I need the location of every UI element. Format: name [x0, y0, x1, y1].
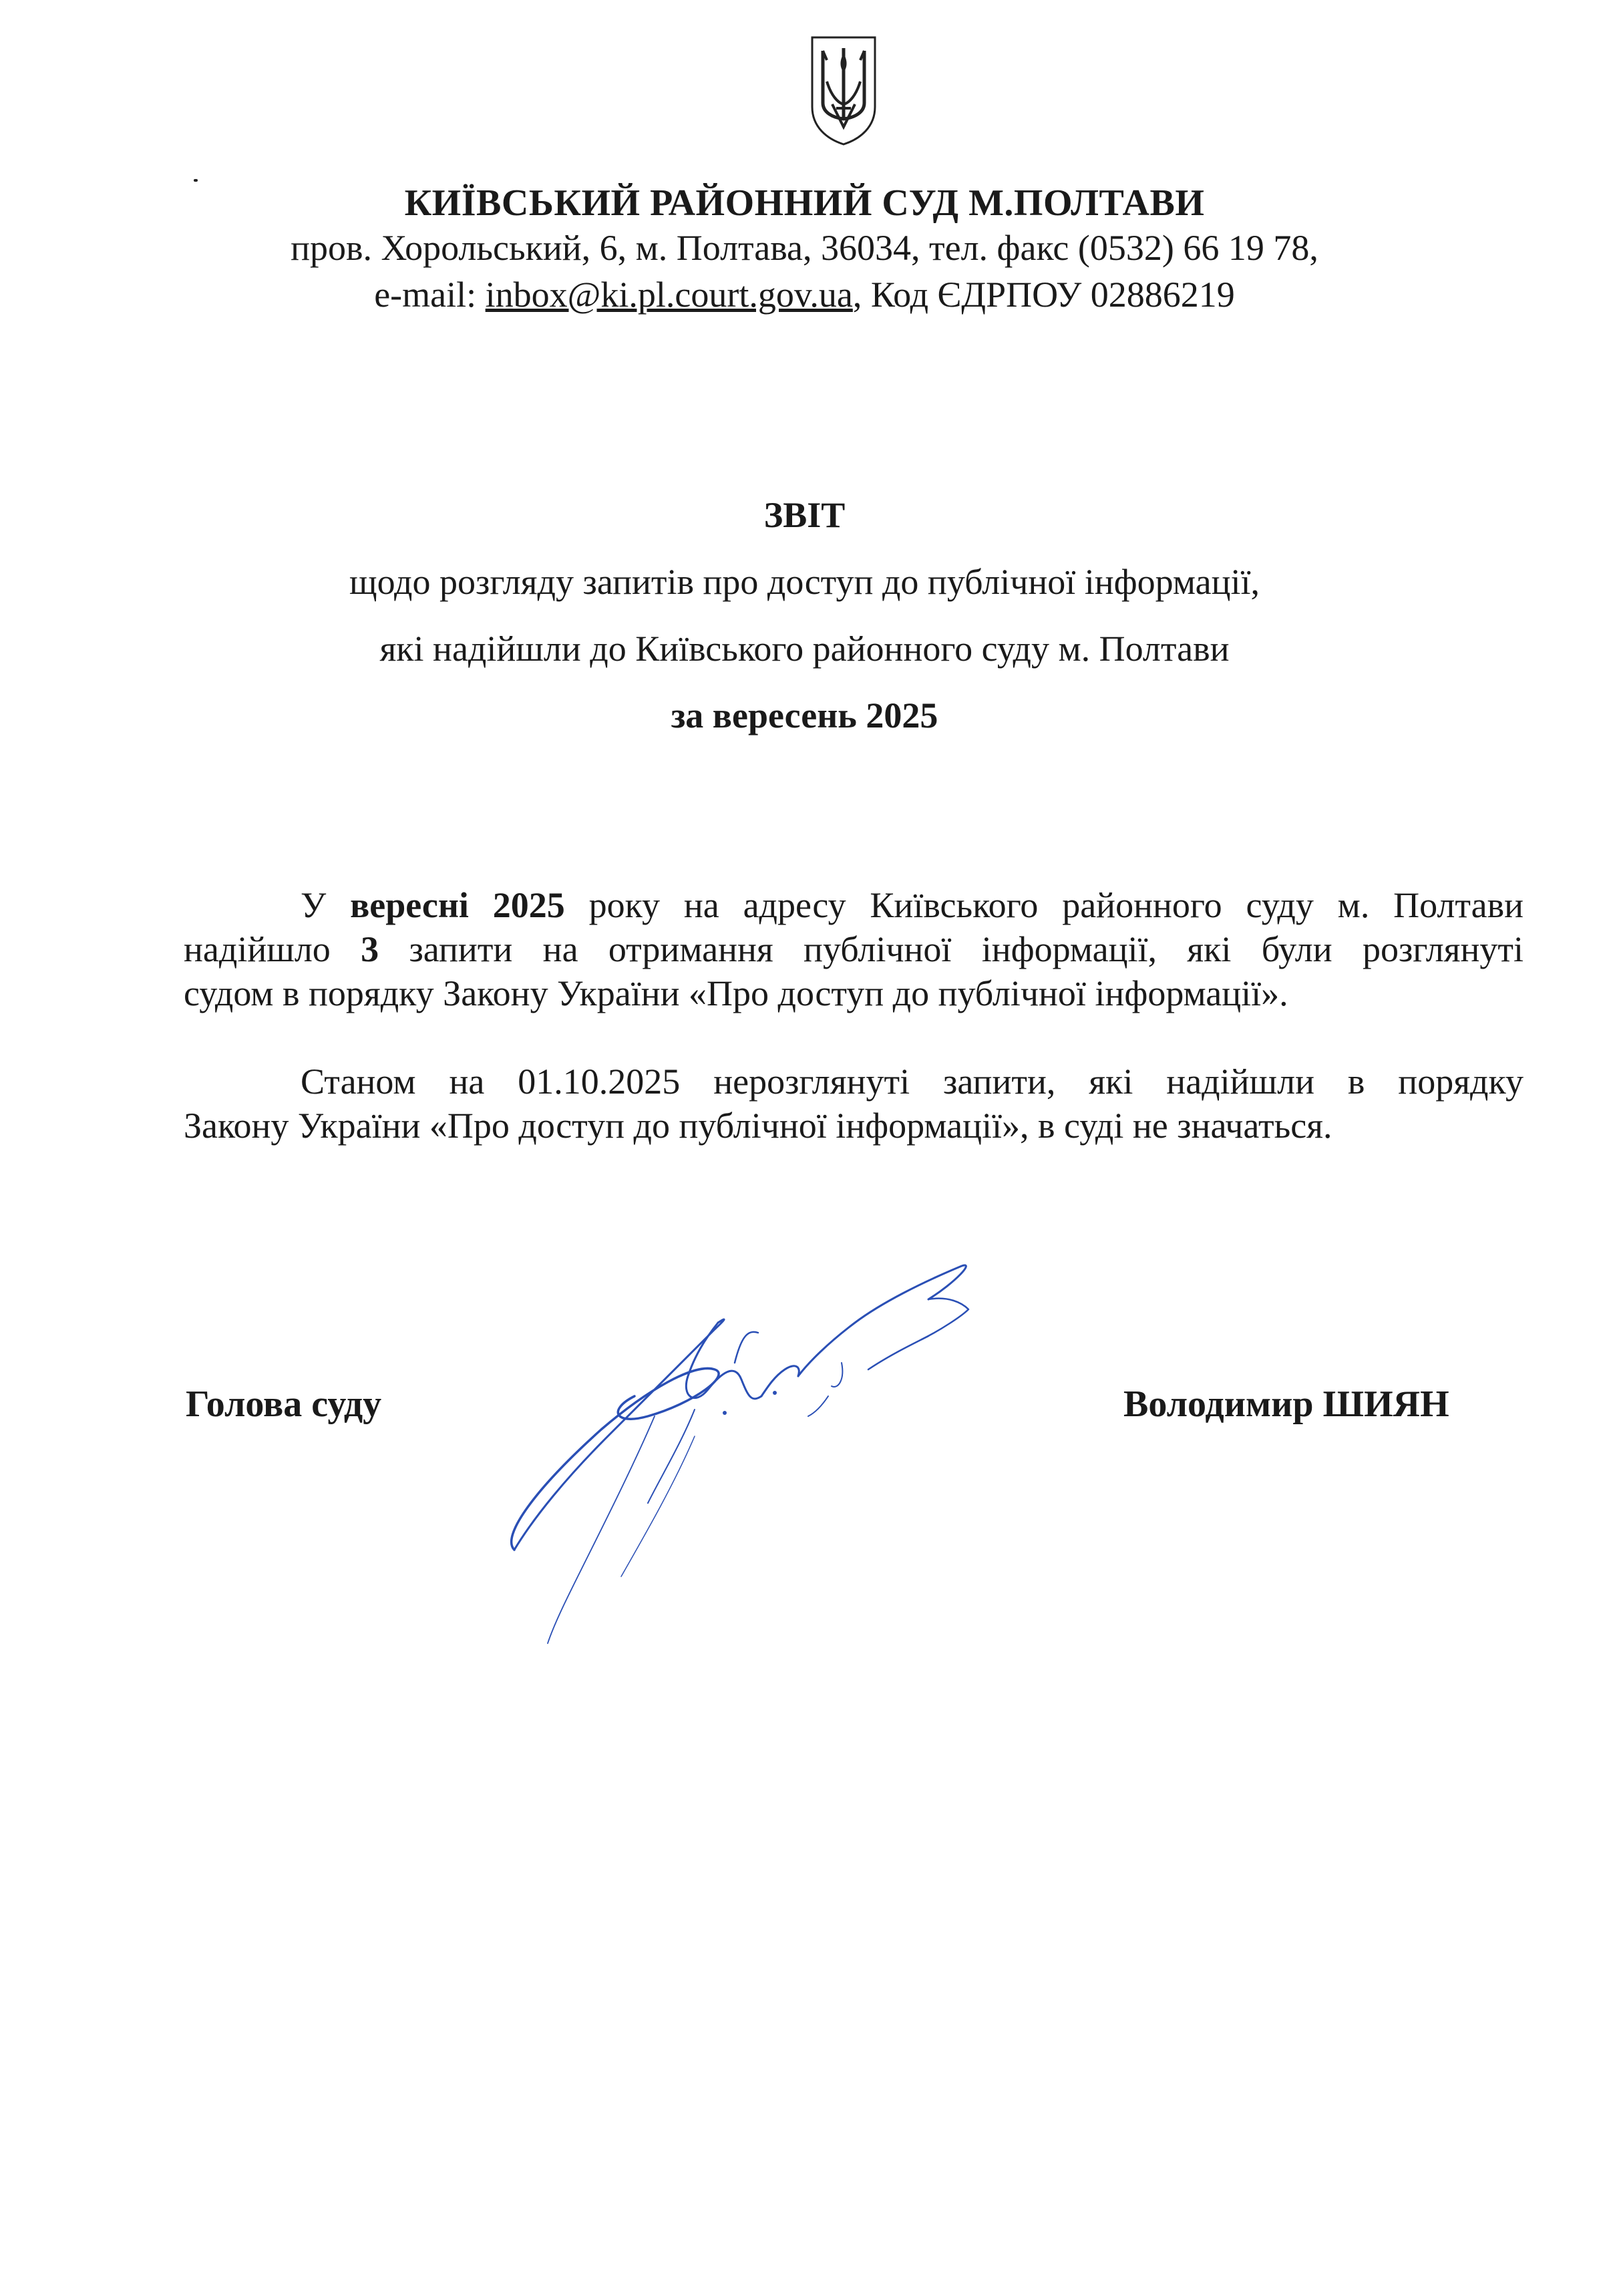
paragraph-line: надійшло 3 запити на отримання публічної інформації, які були розглянуті [184, 929, 1524, 969]
court-name: КИЇВСЬКИЙ РАЙОННИЙ СУД М.ПОЛТАВИ [404, 182, 1205, 224]
report-title: ЗВІТ [763, 495, 846, 535]
paragraph-line: У вересні 2025 року на адресу Київського районного суду м. Полтави [301, 885, 1524, 925]
handwritten-signature [494, 1263, 1029, 1677]
paragraph-line: Закону України «Про доступ до публічної інформації», в суді не значаться. [184, 1106, 1332, 1146]
paragraph-line: Станом на 01.10.2025 нерозглянуті запити, які надійшли в порядку [301, 1061, 1524, 1102]
trident-coat-of-arms-icon [807, 33, 880, 147]
paragraph-pending-requests [184, 1059, 1524, 1148]
report-period: за вересень 2025 [671, 695, 938, 735]
report-subtitle-line-2: які надійшли до Київського районного суду м. Полтави [379, 629, 1230, 669]
email-label: e-mail: [374, 275, 486, 315]
signatory-position: Голова суду [186, 1383, 382, 1425]
email-link[interactable]: inbox@ki.pl.court.gov.ua [485, 275, 853, 315]
report-subtitle-line-1: щодо розгляду запитів про доступ до публічної інформації, [349, 562, 1260, 602]
paragraph-requests-received [184, 883, 1524, 1015]
paragraph-line: судом в порядку Закону України «Про доступ до публічної інформації». [184, 973, 1288, 1013]
edrpou-code: , Код ЄДРПОУ 02886219 [852, 275, 1235, 315]
signatory-name: Володимир ШИЯН [1123, 1383, 1449, 1425]
court-contacts [0, 274, 1609, 315]
court-address: пров. Хорольський, 6, м. Полтава, 36034, тел. факс (0532) 66 19 78, [291, 228, 1318, 268]
